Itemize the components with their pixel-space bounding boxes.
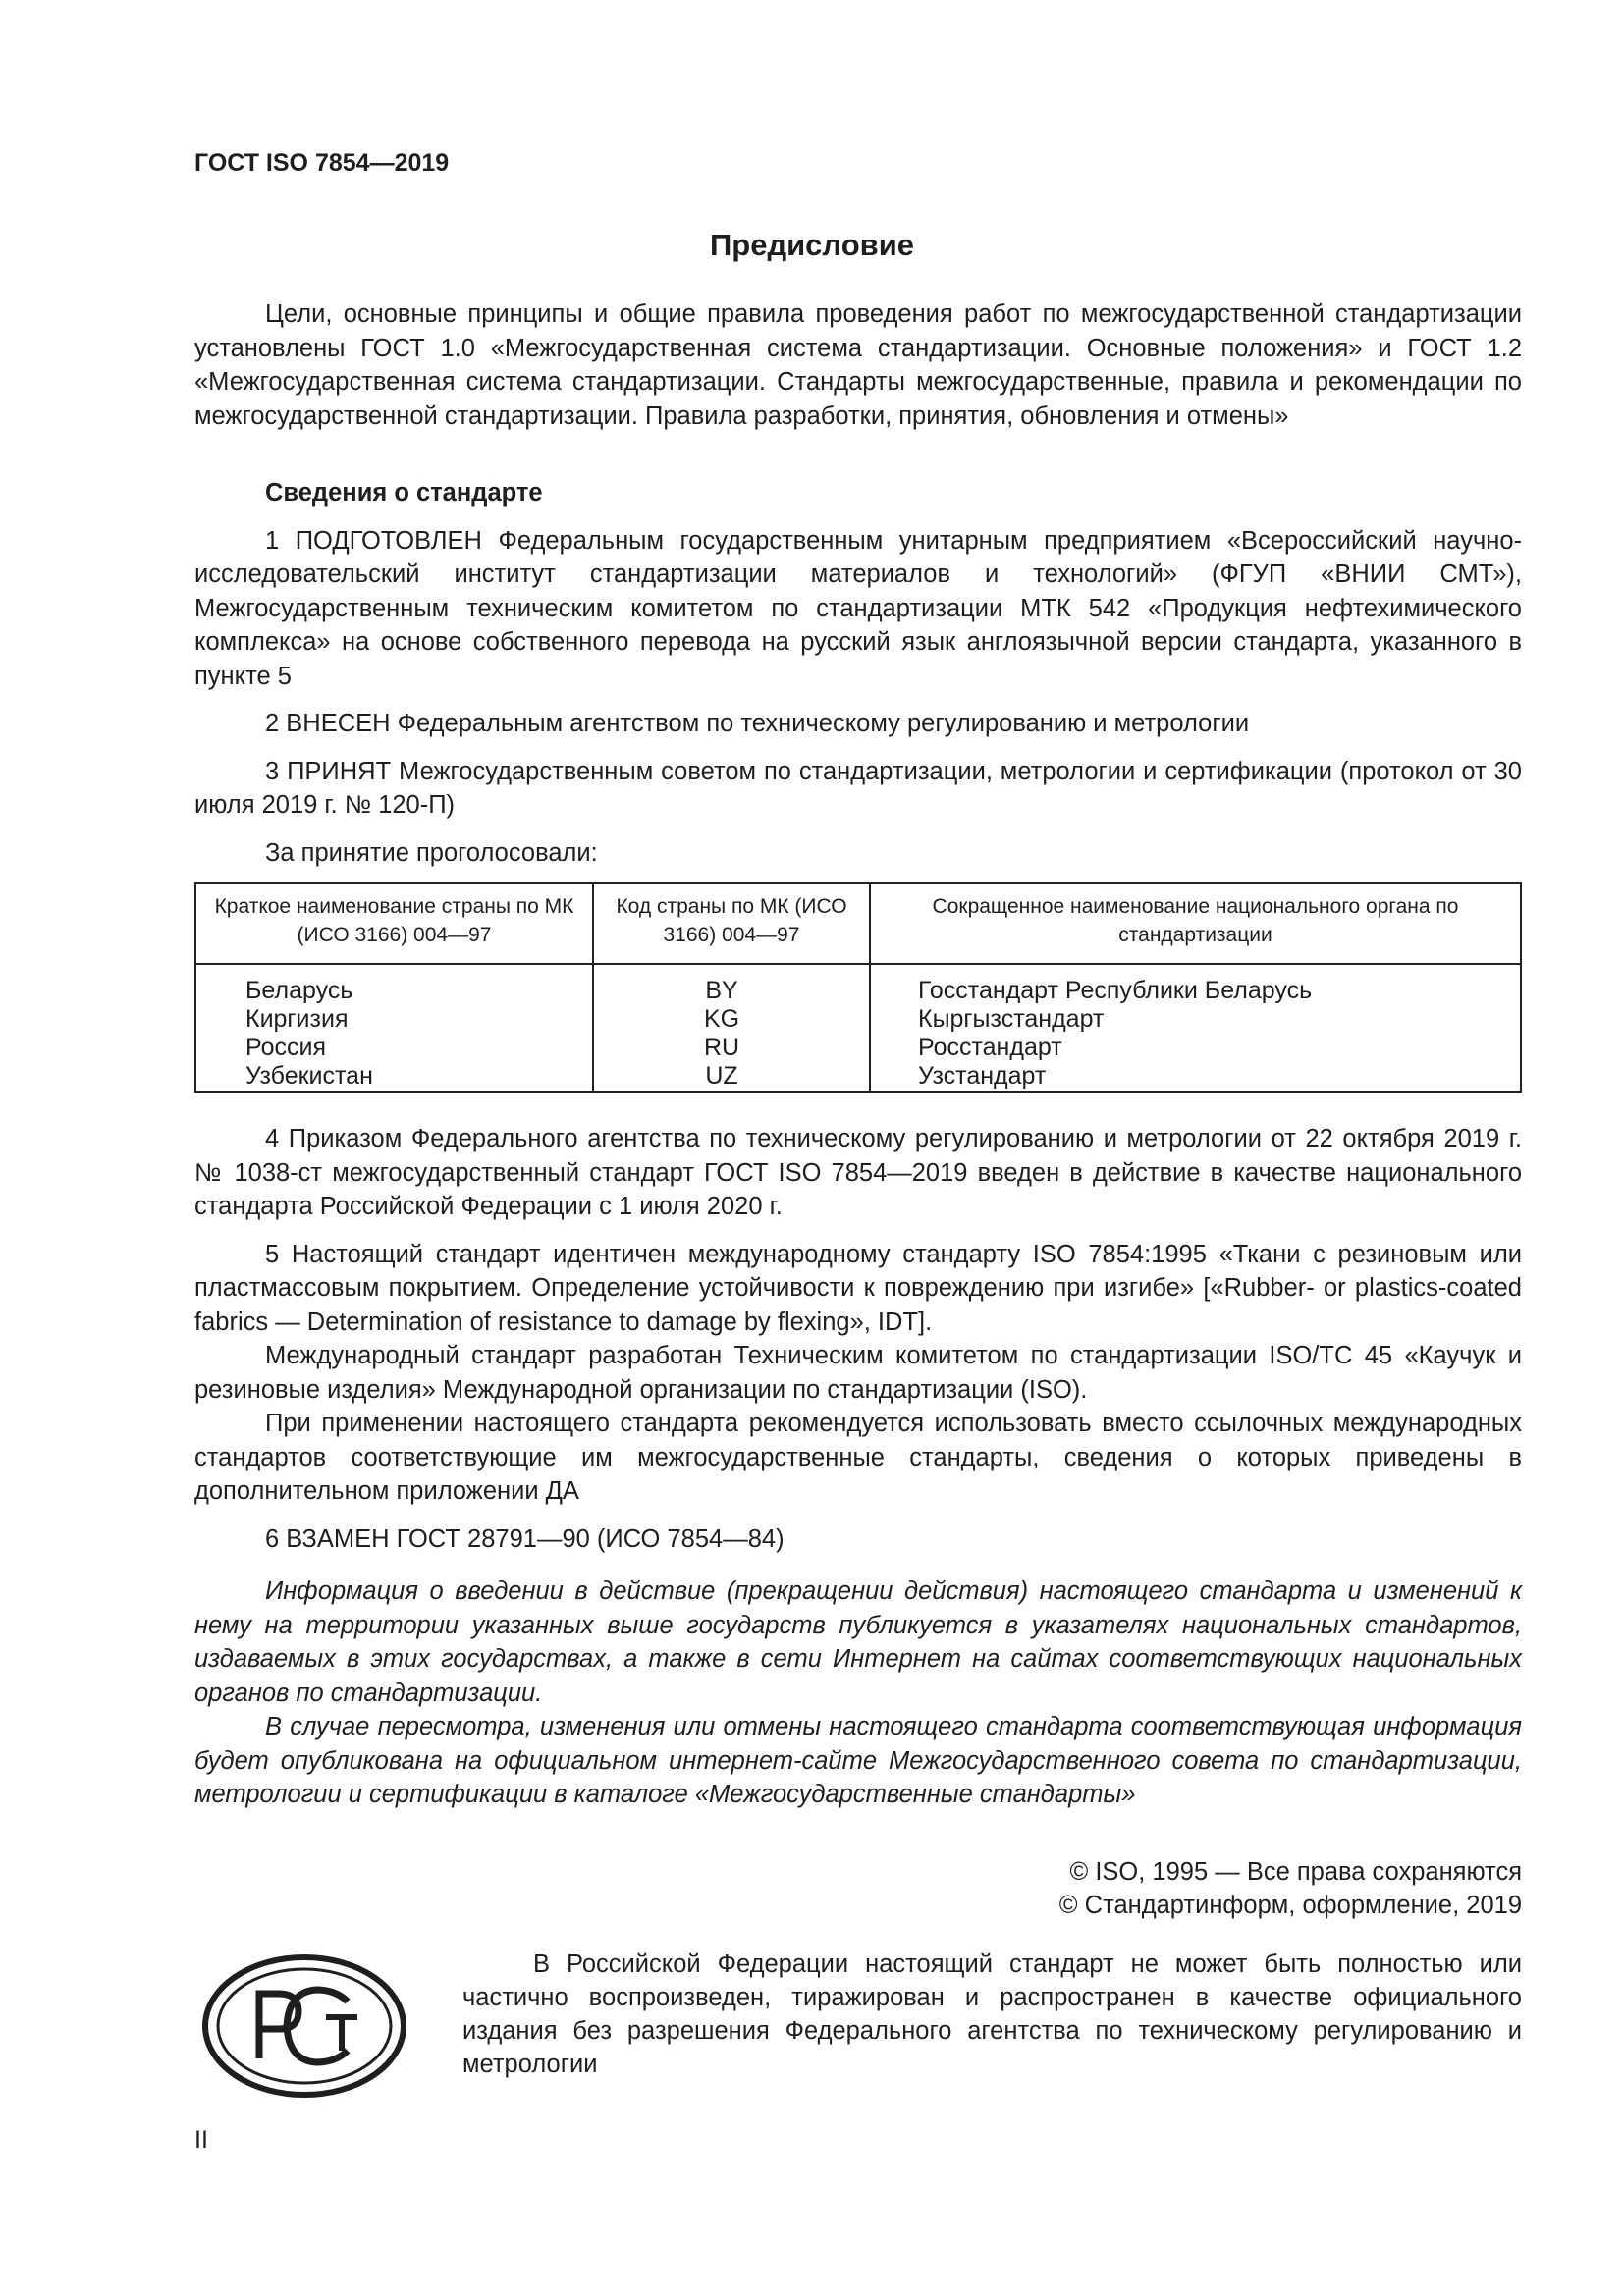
item-5: 5 Настоящий стандарт идентичен международному стандарту ISO 7854:1995 «Ткани с резиновым или пластмассовым покрытием. Определение устойчивости к повреждению при изгибе» [«Rubber- or plastics-coated fabrics — Determination of resistance to damage by flexing», IDT]. xyxy=(194,1240,1522,1336)
intro-paragraph: Цели, основные принципы и общие правила проведения работ по межгосударственной стандартизации установлены ГОСТ 1.0 «Межгосударственная система стандартизации. Основные положения» и ГОСТ 1.2 «Межгосударственная система стандартизации. Стандарты межгосударственные, правила и рекомендации по межгосударственной стандартизации. Правила разработки, принятия, обновления и отмены» xyxy=(194,300,1522,430)
table-cell-country: Беларусь xyxy=(245,977,353,1004)
copyright-standartinform: © Стандартинформ, оформление, 2019 xyxy=(1058,1892,1522,1919)
voted-label: За принятие проголосовали: xyxy=(265,838,598,867)
table-header-body: Сокращенное наименование национального органа по стандартизации xyxy=(870,883,1521,964)
table-header-row xyxy=(195,883,1521,964)
notice-section xyxy=(194,1575,1522,1812)
page-title: Предисловие xyxy=(709,228,914,262)
notice-paragraph-2: В случае пересмотра, изменения или отмены настоящего стандарта соответствующая информация будет опубликована на официальном интернет-сайте Межгосударственного совета по стандартизации, метрологии и сертификации в каталоге «Межгосударственные стандарты» xyxy=(194,1713,1522,1808)
table-cell-body: Госстандарт Республики Беларусь xyxy=(918,977,1313,1004)
code-column xyxy=(593,964,870,1092)
table-header-code: Код страны по МК (ИСО 3166) 004—97 xyxy=(593,883,870,964)
copyright-block xyxy=(1059,1855,1522,1922)
item-2: 2 ВНЕСЕН Федеральным агентством по техническому регулированию и метрологии xyxy=(265,710,1250,737)
notice-paragraph-1: Информация о введении в действие (прекращении действия) настоящего стандарта и изменений к нему на территории указанных выше государств публикуется в указателях национальных стандартов, издаваемых в этих государствах, а также в сети Интернет на сайтах соответствующих национальных органов по стандартизации. xyxy=(194,1577,1522,1707)
table-cell-country: Россия xyxy=(245,1034,326,1061)
standard-info-heading: Сведения о стандарте xyxy=(265,479,543,507)
table-cell-body: Кыргызстандарт xyxy=(918,1005,1105,1033)
table-cell-code: RU xyxy=(703,1034,740,1061)
table-data-row xyxy=(195,964,1521,1092)
country-column xyxy=(195,964,593,1092)
item-3: 3 ПРИНЯТ Межгосударственным советом по стандартизации, метрологии и сертификации (протокол от 30 июля 2019 г. № 120-П) xyxy=(194,757,1522,819)
item-5-international: Международный стандарт разработан Техническим комитетом по стандартизации ISO/TC 45 «Каучук и резиновые изделия» Международной организации по стандартизации (ISO). xyxy=(194,1342,1522,1404)
table-cell-country: Киргизия xyxy=(245,1005,349,1033)
item-6: 6 ВЗАМЕН ГОСТ 28791—90 (ИСО 7854—84) xyxy=(265,1524,785,1553)
document-code: ГОСТ ISO 7854—2019 xyxy=(194,149,450,177)
table-header-country: Краткое наименование страны по МК (ИСО 3166) 004—97 xyxy=(195,883,593,964)
standard-info-section xyxy=(194,476,1522,870)
legal-notice xyxy=(462,1948,1522,2081)
table-cell-code: UZ xyxy=(705,1062,738,1090)
item-5-application: При применении настоящего стандарта рекомендуется использовать вместо ссылочных международных стандартов соответствующие им межгосударственные стандарты, сведения о которых приведены в дополнительном приложении ДА xyxy=(194,1410,1522,1505)
table-cell-country: Узбекистан xyxy=(245,1062,373,1090)
table-cell-code: BY xyxy=(705,977,738,1004)
rst-mark-icon xyxy=(200,1952,408,2100)
page-number: II xyxy=(194,2126,208,2154)
copyright-iso: © ISO, 1995 — Все права сохраняются xyxy=(1069,1858,1522,1886)
legal-paragraph: В Российской Федерации настоящий стандарт не может быть полностью или частично воспроизведен, тиражирован и распространен в качестве официального издания без разрешения Федерального агентства по техническому регулированию и метрологии xyxy=(462,1950,1522,2078)
table-cell-body: Росстандарт xyxy=(918,1034,1062,1061)
intro-section xyxy=(194,297,1522,433)
body-column xyxy=(870,964,1521,1092)
table-cell-body: Узстандарт xyxy=(918,1062,1047,1090)
table-cell-code: KG xyxy=(703,1005,740,1033)
items-after-table xyxy=(194,1122,1522,1556)
voting-table xyxy=(194,882,1522,1093)
item-1: 1 ПОДГОТОВЛЕН Федеральным государственным унитарным предприятием «Всероссийский научно-исследовательский институт стандартизации материалов и технологий» (ФГУП «ВНИИ СМТ»), Межгосударственным техническим комитетом по стандартизации МТК 542 «Продукция нефтехимического комплекса» на основе собственного перевода на русский язык англоязычной версии стандарта, указанного в пункте 5 xyxy=(194,526,1522,690)
item-4: 4 Приказом Федерального агентства по техническому регулированию и метрологии от 22 октября 2019 г. № 1038-ст межгосударственный стандарт ГОСТ ISO 7854—2019 введен в действие в качестве национального стандарта Российской Федерации с 1 июля 2020 г. xyxy=(194,1125,1522,1220)
